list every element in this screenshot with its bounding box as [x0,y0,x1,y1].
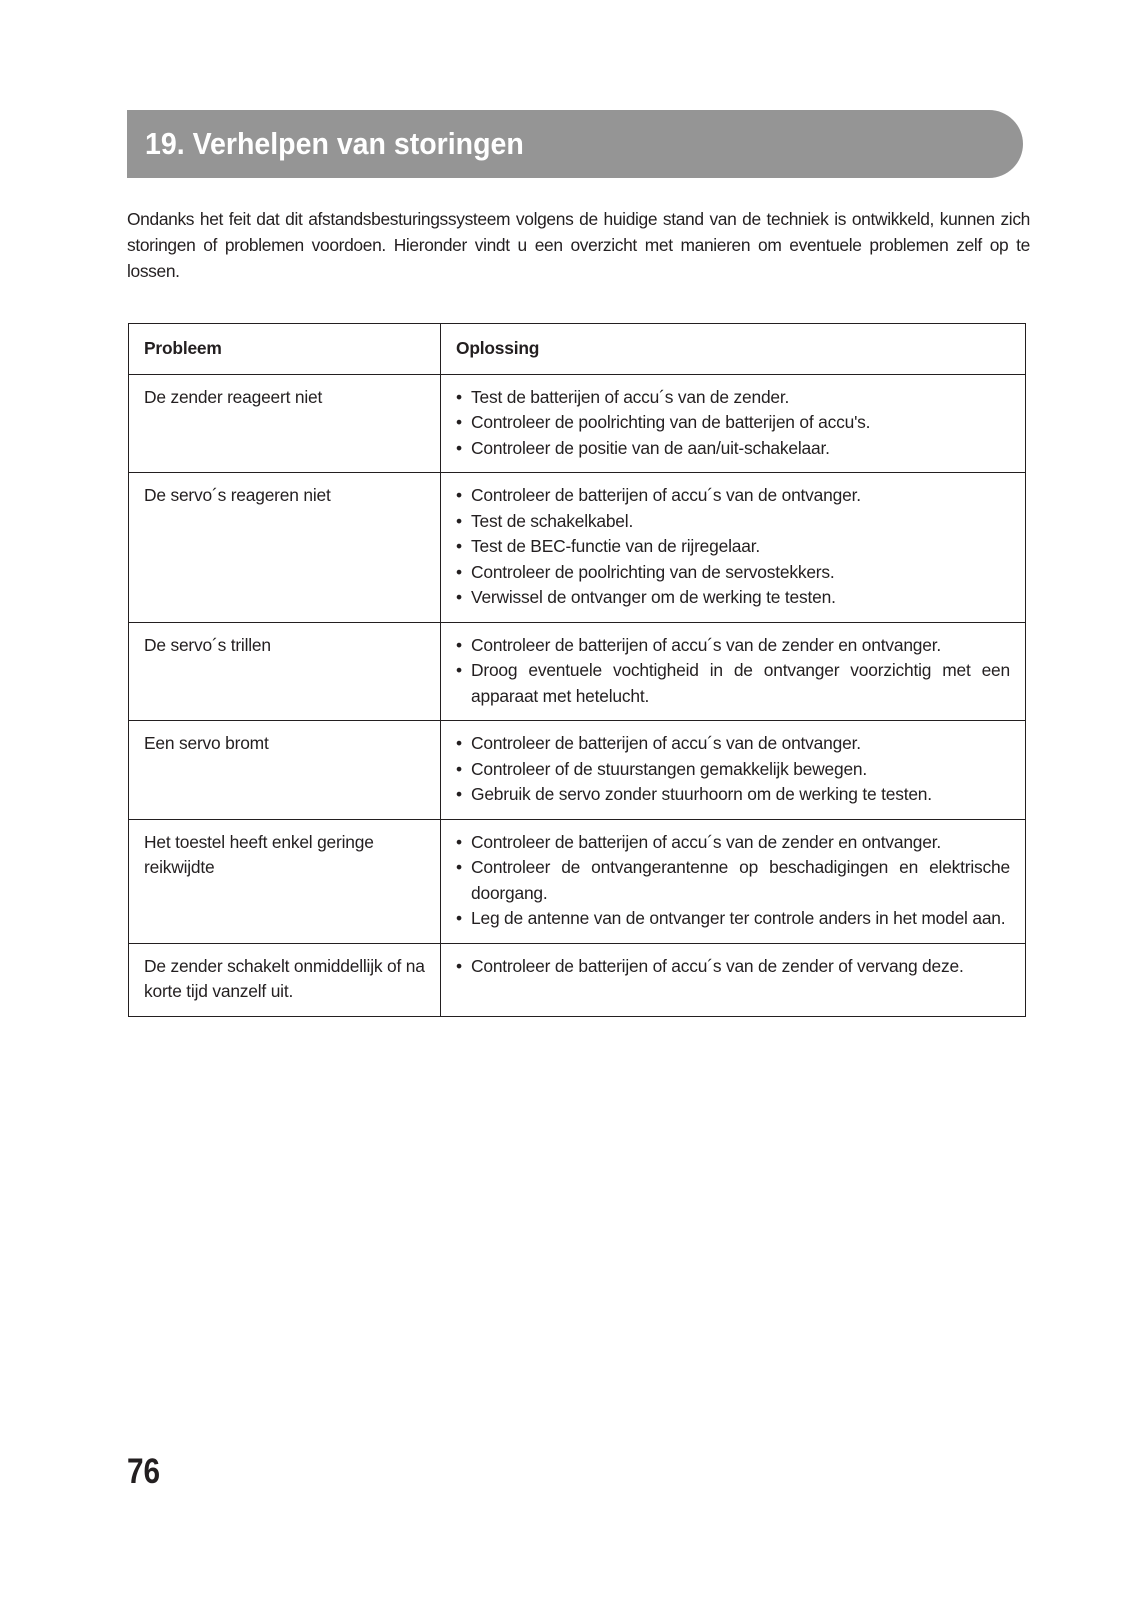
table-row [129,473,1026,623]
solution-item: • Test de BEC-functie van de rijregelaar. [456,534,1010,560]
column-header-problem: Probleem [129,324,441,375]
solution-item: • Verwissel de ontvanger om de werking te testen. [456,585,1010,611]
table-row [129,374,1026,473]
solution-list [456,483,1010,611]
solution-item: • Controleer de ontvangerantenne op beschadigingen en elektrische doorgang. [456,855,1010,906]
solution-item: • Gebruik de servo zonder stuurhoorn om de werking te testen. [456,782,1010,808]
solution-cell [441,721,1026,820]
section-header-bar [127,110,1023,178]
solution-item: • Controleer de batterijen of accu´s van de zender en ontvanger. [456,830,1010,856]
problem-cell: Een servo bromt [129,721,441,820]
table-header-row [129,324,1026,375]
solution-list [456,830,1010,932]
solution-item: • Controleer de positie van de aan/uit-schakelaar. [456,436,1010,462]
solution-cell [441,473,1026,623]
table-row [129,721,1026,820]
solution-cell [441,819,1026,943]
solution-cell [441,943,1026,1016]
solution-list [456,385,1010,462]
solution-item: • Droog eventuele vochtigheid in de ontvanger voorzichtig met een apparaat met hetelucht. [456,658,1010,709]
solution-item: • Controleer de batterijen of accu´s van de zender en ontvanger. [456,633,1010,659]
problem-cell: De zender reageert niet [129,374,441,473]
problem-cell: De servo´s reageren niet [129,473,441,623]
solution-item: • Test de batterijen of accu´s van de zender. [456,385,1010,411]
column-header-solution: Oplossing [441,324,1026,375]
solution-item: • Leg de antenne van de ontvanger ter controle anders in het model aan. [456,906,1010,932]
solution-item: • Controleer de poolrichting van de servostekkers. [456,560,1010,586]
table-row [129,819,1026,943]
problem-cell: De zender schakelt onmiddellijk of na korte tijd vanzelf uit. [129,943,441,1016]
section-title: 19. Verhelpen van storingen [145,126,524,161]
problem-cell: De servo´s trillen [129,622,441,721]
troubleshooting-table [128,323,1026,1017]
table-row [129,943,1026,1016]
solution-item: • Controleer de poolrichting van de batterijen of accu's. [456,410,1010,436]
solution-item: • Controleer de batterijen of accu´s van de ontvanger. [456,731,1010,757]
solution-list [456,633,1010,710]
solution-cell [441,622,1026,721]
intro-paragraph: Ondanks het feit dat dit afstandsbesturingssysteem volgens de huidige stand van de techniek is ontwikkeld, kunnen zich storingen of problemen voordoen. Hieronder vindt u een overzicht met manieren om eventuele problemen zelf op te lossen. [127,209,1030,281]
solution-cell [441,374,1026,473]
solution-item: • Controleer de batterijen of accu´s van de zender of vervang deze. [456,954,1010,980]
solution-list [456,954,1010,980]
problem-cell: Het toestel heeft enkel geringe reikwijdte [129,819,441,943]
solution-item: • Controleer de batterijen of accu´s van de ontvanger. [456,483,1010,509]
table-row [129,622,1026,721]
solution-list [456,731,1010,808]
solution-item: • Controleer of de stuurstangen gemakkelijk bewegen. [456,757,1010,783]
solution-item: • Test de schakelkabel. [456,509,1010,535]
page-number: 76 [127,1452,161,1491]
